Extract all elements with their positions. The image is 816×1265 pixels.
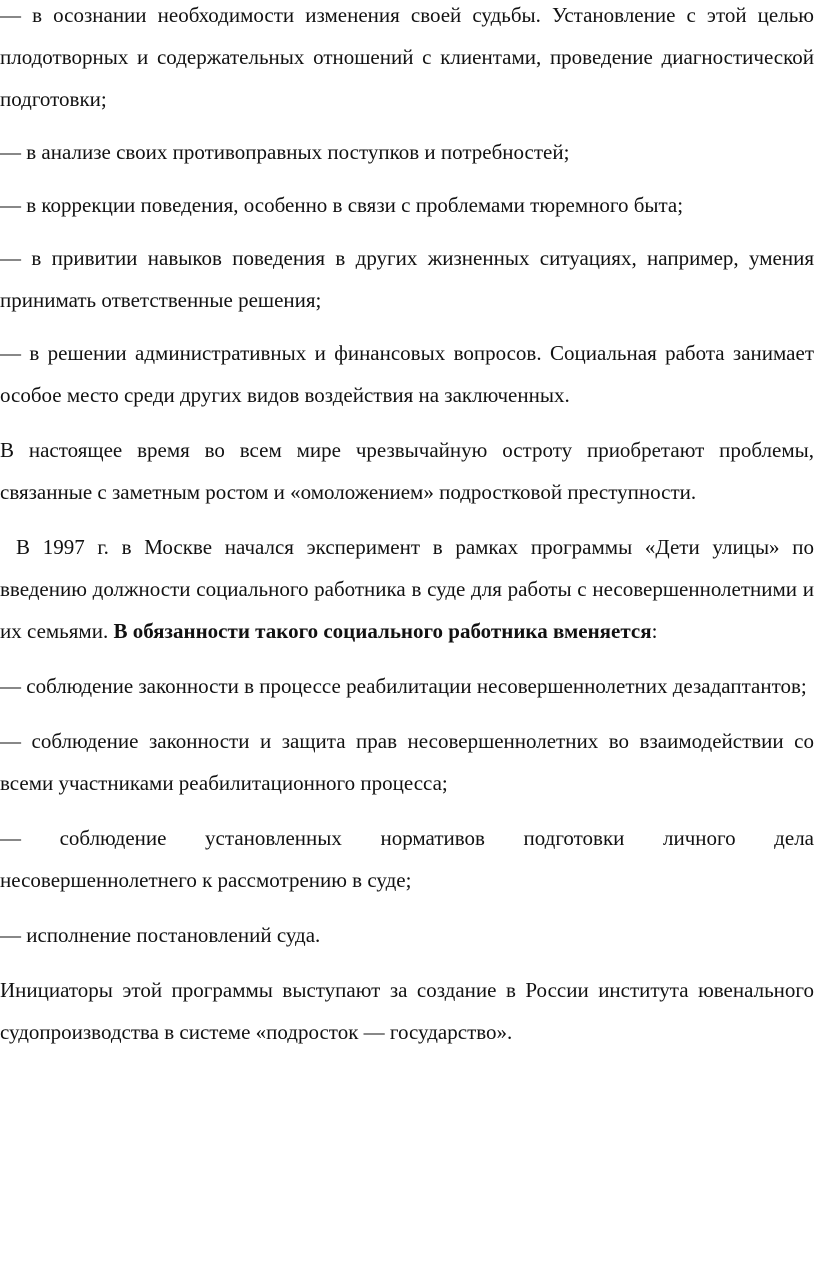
experiment-tail: : xyxy=(651,619,658,643)
paragraph-legality-rights: — соблюдение законности и защита прав несовершеннолетних во взаимодействии со всеми участниками реабилитационного процесса; xyxy=(0,729,814,795)
paragraph-court-decisions: — исполнение постановлений суда. xyxy=(0,923,321,947)
paragraph-initiators: Инициаторы этой программы выступают за создание в России института ювенального судопроизводства в системе «подросток — государство». xyxy=(0,978,814,1044)
paragraph-norms: — соблюдение установленных нормативов подготовки личного дела несовершеннолетнего к рассмотрению в суде; xyxy=(0,826,814,892)
paragraph-analysis: — в анализе своих противоправных поступков и потребностей; xyxy=(0,140,570,164)
paragraph-administrative: — в решении административных и финансовых вопросов. Социальная работа занимает особое место среди других видов воздействия на заключенных. xyxy=(0,341,814,407)
paragraph-skills: — в привитии навыков поведения в других жизненных ситуациях, например, умения принимать ответственные решения; xyxy=(0,246,814,312)
paragraph-experiment xyxy=(0,526,814,652)
paragraph-legality-rehab: — соблюдение законности в процессе реабилитации несовершеннолетних дезадаптантов; xyxy=(0,674,807,698)
experiment-bold-text: В обязанности такого социального работника вменяется xyxy=(113,619,652,643)
paragraph-awareness: — в осознании необходимости изменения своей судьбы. Установление с этой целью плодотворных и содержательных отношений с клиентами, проведение диагностической подготовки; xyxy=(0,3,814,111)
experiment-text: В 1997 г. в Москве начался эксперимент в рамках программы «Дети улицы» по введению должности социального работника в суде для работы с несовершеннолетними и их семьями. xyxy=(0,535,814,643)
paragraph-juvenile-crime: В настоящее время во всем мире чрезвычайную остроту приобретают проблемы, связанные с заметным ростом и «омоложением» подростковой преступности. xyxy=(0,438,814,504)
paragraph-correction: — в коррекции поведения, особенно в связи с проблемами тюремного быта; xyxy=(0,193,684,217)
